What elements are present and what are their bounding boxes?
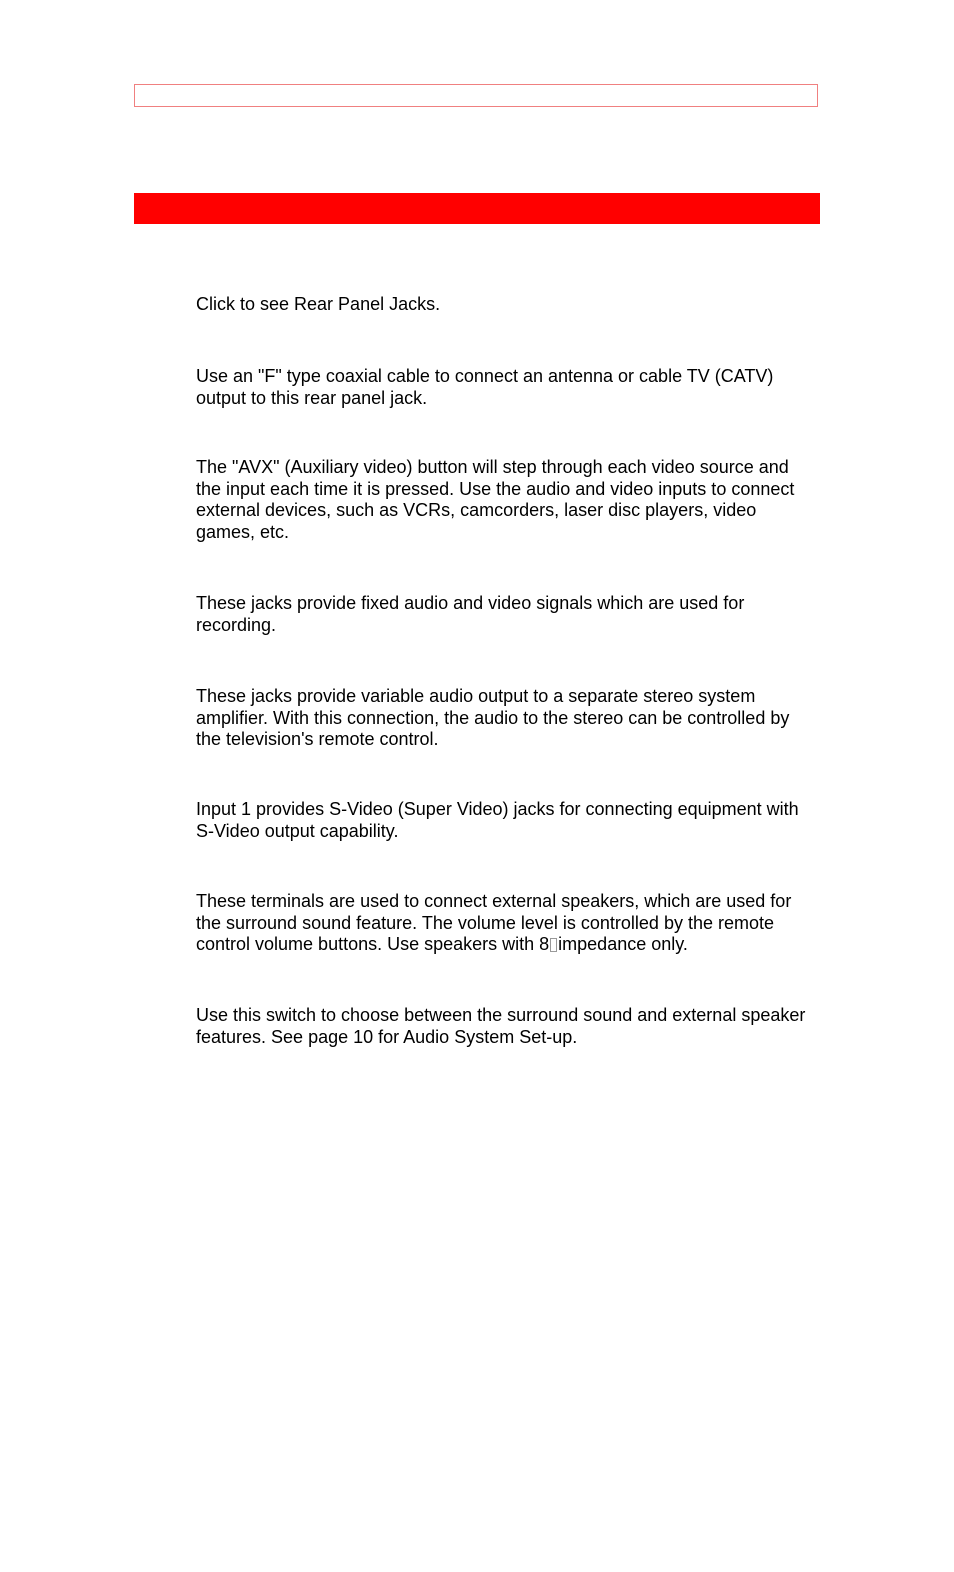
section-header-bar <box>134 193 820 224</box>
avx-input-description: The "AVX" (Auxiliary video) button will step through each video source and the input each time it is pressed. Use the audio and video inputs to connect external devices, such as VCRs, camcorders, laser disc players, video games, etc. <box>196 457 795 542</box>
speaker-switch-description: Use this switch to choose between the surround sound and external speaker features. See page 10 for Audio System Set-up. <box>196 1005 806 1047</box>
fixed-output-description: These jacks provide fixed audio and video signals which are used for recording. <box>196 593 745 635</box>
speakers-text-end: impedance only. <box>558 934 688 955</box>
rear-panel-jacks-link[interactable]: Click to see Rear Panel Jacks. <box>196 294 441 314</box>
top-navigation-box <box>134 84 818 107</box>
speakers-text-start: These terminals are used to connect external speakers, which are used for the surround sound feature. The volume level is controlled by the remote control volume buttons. Use speakers with 8 <box>196 891 792 955</box>
s-video-description: Input 1 provides S-Video (Super Video) jacks for connecting equipment with S-Video output capability. <box>196 799 799 841</box>
antenna-input-description: Use an "F" type coaxial cable to connect an antenna or cable TV (CATV) output to this rear panel jack. <box>196 366 774 408</box>
external-speaker-terminals-description <box>196 891 816 956</box>
variable-audio-output-description: These jacks provide variable audio output to a separate stereo system amplifier. With this connection, the audio to the stereo can be controlled by the television's remote control. <box>196 686 790 750</box>
ohm-symbol-icon <box>550 938 557 952</box>
